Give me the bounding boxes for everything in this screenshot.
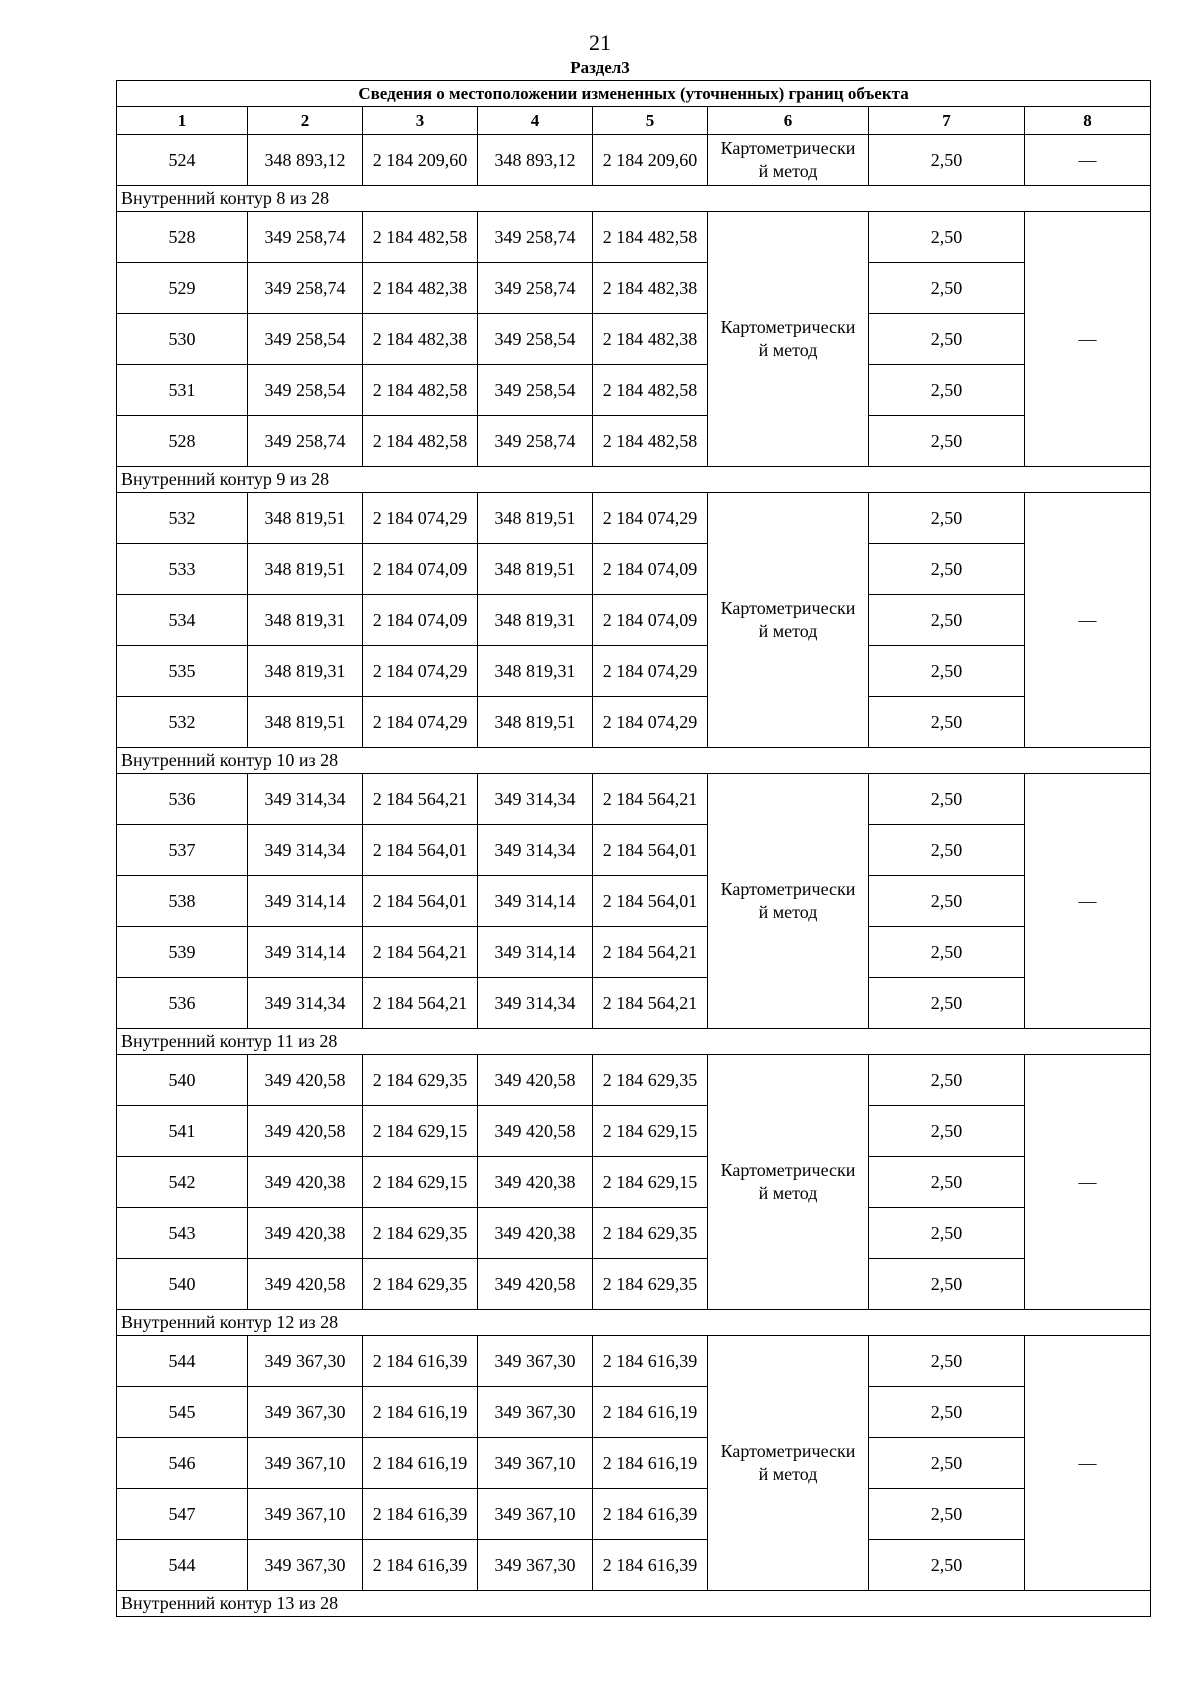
table-row	[117, 314, 1151, 365]
coord-y-new: 2 184 564,21	[593, 978, 708, 1029]
accuracy-value: 2,50	[869, 1336, 1025, 1387]
coord-y-existing: 2 184 482,58	[363, 416, 478, 467]
accuracy-value: 2,50	[869, 263, 1025, 314]
coord-y-existing: 2 184 629,35	[363, 1055, 478, 1106]
coord-x-existing: 349 258,74	[248, 416, 363, 467]
table-row	[117, 595, 1151, 646]
table-row	[117, 646, 1151, 697]
point-number: 542	[117, 1157, 248, 1208]
coord-x-new: 349 420,38	[478, 1157, 593, 1208]
coord-x-new: 349 258,74	[478, 263, 593, 314]
point-number: 547	[117, 1489, 248, 1540]
method-line-1: Картометрически	[720, 1160, 856, 1180]
accuracy-value: 2,50	[869, 544, 1025, 595]
table-row	[117, 1540, 1151, 1591]
accuracy-value: 2,50	[869, 416, 1025, 467]
column-number: 4	[478, 107, 593, 135]
method-line-1: Картометрически	[720, 598, 856, 618]
table-row	[117, 544, 1151, 595]
contour-row	[117, 1591, 1151, 1617]
method-line-1: Картометрически	[720, 138, 856, 158]
coord-x-new: 348 819,31	[478, 595, 593, 646]
contour-label: Внутренний контур 11 из 28	[117, 1029, 1151, 1055]
method-cell	[708, 1336, 869, 1591]
coord-x-new: 349 367,30	[478, 1336, 593, 1387]
coord-x-new: 348 819,51	[478, 544, 593, 595]
coord-y-new: 2 184 616,39	[593, 1540, 708, 1591]
point-number: 537	[117, 825, 248, 876]
accuracy-value: 2,50	[869, 1387, 1025, 1438]
point-number: 529	[117, 263, 248, 314]
dash-cell: —	[1025, 135, 1151, 186]
coord-y-new: 2 184 616,19	[593, 1438, 708, 1489]
coord-x-existing: 349 258,54	[248, 365, 363, 416]
point-number: 541	[117, 1106, 248, 1157]
point-number: 540	[117, 1259, 248, 1310]
coord-x-new: 348 819,51	[478, 697, 593, 748]
coord-x-existing: 349 314,34	[248, 978, 363, 1029]
coord-y-new: 2 184 482,58	[593, 365, 708, 416]
accuracy-value: 2,50	[869, 212, 1025, 263]
table-row	[117, 365, 1151, 416]
coord-x-new: 349 258,54	[478, 365, 593, 416]
accuracy-value: 2,50	[869, 646, 1025, 697]
method-line-2: й метод	[758, 902, 818, 922]
table-row	[117, 1055, 1151, 1106]
point-number: 536	[117, 774, 248, 825]
coord-x-new: 349 420,58	[478, 1259, 593, 1310]
table-row	[117, 416, 1151, 467]
dash-cell: —	[1025, 1336, 1151, 1591]
coord-x-new: 349 258,74	[478, 212, 593, 263]
coord-x-existing: 349 420,38	[248, 1208, 363, 1259]
coord-x-new: 348 819,51	[478, 493, 593, 544]
method-line-2: й метод	[758, 340, 818, 360]
coord-y-existing: 2 184 074,29	[363, 493, 478, 544]
point-number: 528	[117, 212, 248, 263]
coord-x-existing: 349 420,38	[248, 1157, 363, 1208]
coord-y-existing: 2 184 616,19	[363, 1387, 478, 1438]
contour-label: Внутренний контур 12 из 28	[117, 1310, 1151, 1336]
coord-x-new: 349 314,14	[478, 927, 593, 978]
accuracy-value: 2,50	[869, 365, 1025, 416]
coord-y-existing: 2 184 564,21	[363, 927, 478, 978]
coord-x-new: 349 314,34	[478, 825, 593, 876]
contour-label: Внутренний контур 8 из 28	[117, 186, 1151, 212]
table-caption-row	[117, 81, 1151, 107]
accuracy-value: 2,50	[869, 774, 1025, 825]
point-number: 532	[117, 493, 248, 544]
coord-x-new: 349 367,10	[478, 1438, 593, 1489]
point-number: 545	[117, 1387, 248, 1438]
method-line-2: й метод	[758, 1183, 818, 1203]
coord-x-new: 349 420,38	[478, 1208, 593, 1259]
coord-y-new: 2 184 616,19	[593, 1387, 708, 1438]
accuracy-value: 2,50	[869, 1055, 1025, 1106]
coord-x-existing: 349 258,74	[248, 212, 363, 263]
coord-x-new: 349 258,54	[478, 314, 593, 365]
accuracy-value: 2,50	[869, 927, 1025, 978]
coord-x-new: 349 420,58	[478, 1055, 593, 1106]
contour-row	[117, 467, 1151, 493]
accuracy-value: 2,50	[869, 1540, 1025, 1591]
accuracy-value: 2,50	[869, 1106, 1025, 1157]
point-number: 532	[117, 697, 248, 748]
coord-y-new: 2 184 482,38	[593, 314, 708, 365]
coord-y-existing: 2 184 616,39	[363, 1336, 478, 1387]
table-row	[117, 1157, 1151, 1208]
accuracy-value: 2,50	[869, 876, 1025, 927]
table-row	[117, 1489, 1151, 1540]
coord-y-existing: 2 184 616,19	[363, 1438, 478, 1489]
table-body	[117, 81, 1151, 1617]
coord-y-new: 2 184 564,21	[593, 927, 708, 978]
point-number: 530	[117, 314, 248, 365]
coord-x-existing: 349 420,58	[248, 1055, 363, 1106]
coord-x-new: 349 367,10	[478, 1489, 593, 1540]
coord-x-existing: 349 258,74	[248, 263, 363, 314]
table-row	[117, 1438, 1151, 1489]
method-line-2: й метод	[758, 161, 818, 181]
coord-x-existing: 348 819,51	[248, 544, 363, 595]
coord-y-existing: 2 184 074,29	[363, 646, 478, 697]
coord-x-new: 349 314,14	[478, 876, 593, 927]
coord-y-new: 2 184 616,39	[593, 1489, 708, 1540]
method-cell	[708, 774, 869, 1029]
coord-y-new: 2 184 482,58	[593, 212, 708, 263]
contour-label: Внутренний контур 10 из 28	[117, 748, 1151, 774]
coord-x-new: 349 367,30	[478, 1540, 593, 1591]
coord-x-existing: 348 819,51	[248, 697, 363, 748]
table-row	[117, 1336, 1151, 1387]
coord-y-new: 2 184 629,35	[593, 1208, 708, 1259]
dash-cell: —	[1025, 212, 1151, 467]
point-number: 531	[117, 365, 248, 416]
coord-x-existing: 348 893,12	[248, 135, 363, 186]
point-number: 535	[117, 646, 248, 697]
table-row	[117, 212, 1151, 263]
table-row	[117, 876, 1151, 927]
coord-y-existing: 2 184 629,35	[363, 1259, 478, 1310]
section-title: Раздел3	[570, 58, 630, 77]
point-number: 538	[117, 876, 248, 927]
coord-x-existing: 349 314,14	[248, 876, 363, 927]
coord-y-existing: 2 184 629,15	[363, 1157, 478, 1208]
accuracy-value: 2,50	[869, 1157, 1025, 1208]
column-number: 2	[248, 107, 363, 135]
table-row	[117, 1259, 1151, 1310]
contour-row	[117, 1310, 1151, 1336]
accuracy-value: 2,50	[869, 595, 1025, 646]
point-number: 544	[117, 1336, 248, 1387]
method-cell	[708, 1055, 869, 1310]
point-number: 544	[117, 1540, 248, 1591]
contour-label: Внутренний контур 13 из 28	[117, 1591, 1151, 1617]
coord-y-new: 2 184 074,29	[593, 493, 708, 544]
coord-x-new: 349 314,34	[478, 978, 593, 1029]
coord-x-existing: 349 258,54	[248, 314, 363, 365]
coord-y-existing: 2 184 564,01	[363, 825, 478, 876]
coord-y-existing: 2 184 074,29	[363, 697, 478, 748]
coord-y-new: 2 184 209,60	[593, 135, 708, 186]
table-row	[117, 774, 1151, 825]
contour-row	[117, 186, 1151, 212]
coord-x-existing: 349 420,58	[248, 1259, 363, 1310]
coord-y-new: 2 184 482,58	[593, 416, 708, 467]
coord-x-existing: 349 314,14	[248, 927, 363, 978]
accuracy-value: 2,50	[869, 1208, 1025, 1259]
coord-y-existing: 2 184 564,21	[363, 774, 478, 825]
coord-y-new: 2 184 564,21	[593, 774, 708, 825]
dash-cell: —	[1025, 1055, 1151, 1310]
point-number: 546	[117, 1438, 248, 1489]
contour-row	[117, 1029, 1151, 1055]
accuracy-value: 2,50	[869, 1438, 1025, 1489]
point-number: 536	[117, 978, 248, 1029]
coord-y-new: 2 184 616,39	[593, 1336, 708, 1387]
table-row	[117, 927, 1151, 978]
table-row	[117, 1387, 1151, 1438]
contour-label: Внутренний контур 9 из 28	[117, 467, 1151, 493]
coord-x-new: 349 367,30	[478, 1387, 593, 1438]
table-row	[117, 697, 1151, 748]
coord-y-existing: 2 184 629,35	[363, 1208, 478, 1259]
table-row	[117, 825, 1151, 876]
coord-y-existing: 2 184 482,58	[363, 365, 478, 416]
point-number: 524	[117, 135, 248, 186]
accuracy-value: 2,50	[869, 825, 1025, 876]
coord-y-new: 2 184 074,09	[593, 595, 708, 646]
accuracy-value: 2,50	[869, 978, 1025, 1029]
column-number: 1	[117, 107, 248, 135]
coord-x-existing: 349 367,10	[248, 1438, 363, 1489]
method-line-2: й метод	[758, 1464, 818, 1484]
coord-y-new: 2 184 074,29	[593, 646, 708, 697]
coord-x-existing: 349 314,34	[248, 825, 363, 876]
column-number: 5	[593, 107, 708, 135]
coord-x-existing: 349 420,58	[248, 1106, 363, 1157]
coord-y-new: 2 184 482,38	[593, 263, 708, 314]
coord-x-new: 349 314,34	[478, 774, 593, 825]
coord-y-existing: 2 184 074,09	[363, 544, 478, 595]
coord-y-new: 2 184 564,01	[593, 876, 708, 927]
point-number: 539	[117, 927, 248, 978]
coord-x-existing: 348 819,31	[248, 646, 363, 697]
table-caption: Сведения о местоположении измененных (уточненных) границ объекта	[117, 81, 1151, 107]
point-number: 534	[117, 595, 248, 646]
coord-x-existing: 349 367,30	[248, 1540, 363, 1591]
point-number: 543	[117, 1208, 248, 1259]
accuracy-value: 2,50	[869, 1259, 1025, 1310]
column-number: 7	[869, 107, 1025, 135]
point-number: 528	[117, 416, 248, 467]
dash-cell: —	[1025, 774, 1151, 1029]
coord-y-new: 2 184 629,15	[593, 1106, 708, 1157]
method-cell	[708, 493, 869, 748]
coord-y-existing: 2 184 482,58	[363, 212, 478, 263]
coord-x-existing: 349 367,10	[248, 1489, 363, 1540]
accuracy-value: 2,50	[869, 1489, 1025, 1540]
column-number-row	[117, 107, 1151, 135]
coord-x-existing: 349 314,34	[248, 774, 363, 825]
accuracy-value: 2,50	[869, 314, 1025, 365]
coord-x-new: 348 893,12	[478, 135, 593, 186]
method-line-1: Картометрически	[720, 317, 856, 337]
boundary-table	[116, 80, 1151, 1617]
coord-y-existing: 2 184 074,09	[363, 595, 478, 646]
accuracy-value: 2,50	[869, 135, 1025, 186]
coord-x-new: 349 420,58	[478, 1106, 593, 1157]
column-number: 8	[1025, 107, 1151, 135]
accuracy-value: 2,50	[869, 697, 1025, 748]
coord-y-existing: 2 184 616,39	[363, 1489, 478, 1540]
coord-x-existing: 349 367,30	[248, 1336, 363, 1387]
table-row	[117, 135, 1151, 186]
column-number: 6	[708, 107, 869, 135]
method-cell	[708, 135, 869, 186]
coord-y-new: 2 184 564,01	[593, 825, 708, 876]
table-row	[117, 978, 1151, 1029]
coord-y-new: 2 184 074,29	[593, 697, 708, 748]
page-number: 21	[589, 30, 611, 55]
method-line-1: Картометрически	[720, 1441, 856, 1461]
coord-y-new: 2 184 629,15	[593, 1157, 708, 1208]
coord-x-existing: 349 367,30	[248, 1387, 363, 1438]
coord-y-new: 2 184 629,35	[593, 1055, 708, 1106]
coord-y-new: 2 184 074,09	[593, 544, 708, 595]
coord-x-existing: 348 819,31	[248, 595, 363, 646]
coord-y-existing: 2 184 629,15	[363, 1106, 478, 1157]
accuracy-value: 2,50	[869, 493, 1025, 544]
table-row	[117, 263, 1151, 314]
coord-y-existing: 2 184 482,38	[363, 263, 478, 314]
coord-y-existing: 2 184 616,39	[363, 1540, 478, 1591]
column-number: 3	[363, 107, 478, 135]
point-number: 533	[117, 544, 248, 595]
coord-y-existing: 2 184 482,38	[363, 314, 478, 365]
coord-y-existing: 2 184 209,60	[363, 135, 478, 186]
coord-y-existing: 2 184 564,01	[363, 876, 478, 927]
coord-y-existing: 2 184 564,21	[363, 978, 478, 1029]
table-row	[117, 1106, 1151, 1157]
dash-cell: —	[1025, 493, 1151, 748]
method-line-1: Картометрически	[720, 879, 856, 899]
coord-y-new: 2 184 629,35	[593, 1259, 708, 1310]
coord-x-new: 348 819,31	[478, 646, 593, 697]
method-cell	[708, 212, 869, 467]
coord-x-existing: 348 819,51	[248, 493, 363, 544]
contour-row	[117, 748, 1151, 774]
table-row	[117, 493, 1151, 544]
coord-x-new: 349 258,74	[478, 416, 593, 467]
point-number: 540	[117, 1055, 248, 1106]
table-row	[117, 1208, 1151, 1259]
method-line-2: й метод	[758, 621, 818, 641]
